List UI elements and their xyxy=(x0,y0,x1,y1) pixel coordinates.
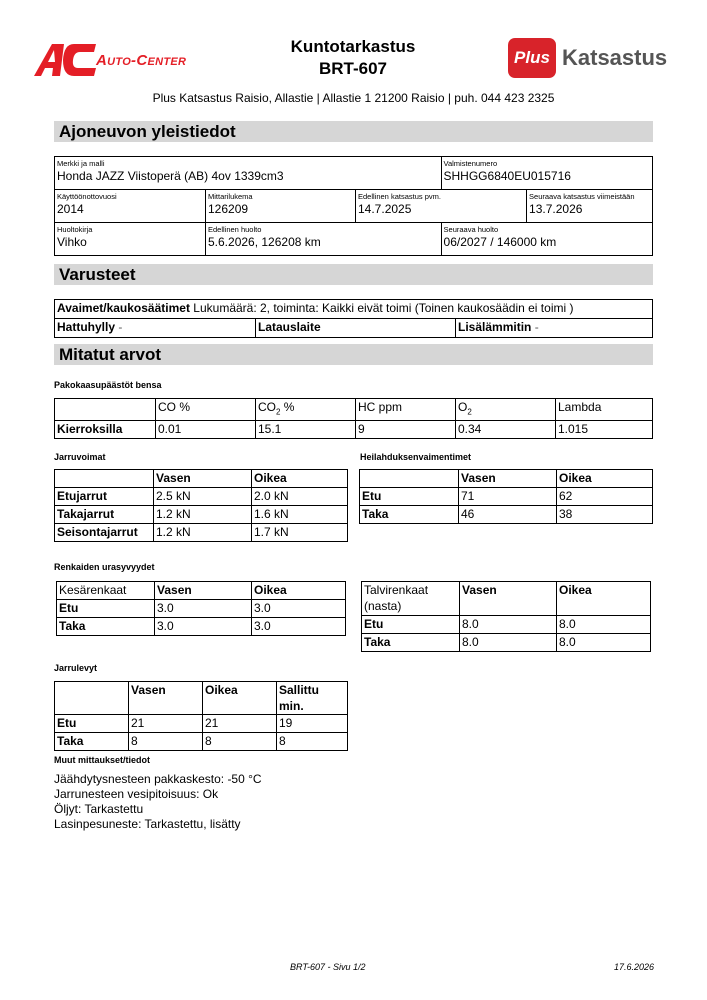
list-item: Jarrunesteen vesipitoisuus: Ok xyxy=(54,787,219,801)
co2-header: $CO_2$ % xyxy=(256,399,356,421)
o2-header: $O_2$ xyxy=(456,399,556,421)
table-row: Etu 3.0 3.0 xyxy=(57,600,346,618)
lambda-value: 1.015 xyxy=(556,421,653,439)
prev-inspection-cell: Edellinen katsastus pvm. 14.7.2025 xyxy=(356,190,527,223)
plus-katsastus-logo xyxy=(508,38,678,80)
service-book-cell: Huoltokirja Vihko xyxy=(55,223,206,256)
list-item: Jäähdytysnesteen pakkaskesto: -50 °C xyxy=(54,772,262,786)
dampers-title: Heilahduksenvaimentimet xyxy=(360,452,472,462)
address-line: Plus Katsastus Raisio, Allastie | Allastie 1 21200 Raisio | puh. 044 423 2325 xyxy=(152,91,555,105)
list-item: Öljyt: Tarkastettu xyxy=(54,802,144,816)
brakes-table: Vasen Oikea Etujarrut 2.5 kN 2.0 kN Takajarrut 1.2 kN 1.6 kN Seisontajarrut 1.2 kN 1.7 kN xyxy=(54,469,348,542)
hc-header: HC ppm xyxy=(356,399,456,421)
ac-logo-mark-icon xyxy=(34,42,100,78)
co-header: CO % xyxy=(156,399,256,421)
hat-shelf-cell: Hattuhylly - xyxy=(55,319,256,338)
document-title xyxy=(253,36,453,80)
table-row: Seisontajarrut 1.2 kN 1.7 kN xyxy=(55,524,348,542)
section-general-heading: Ajoneuvon yleistiedot xyxy=(54,121,653,142)
footer-date: 17.6.2026 xyxy=(614,962,655,972)
next-service-cell: Seuraava huolto 06/2027 / 146000 km xyxy=(441,223,652,256)
heater-cell: Lisälämmitin - xyxy=(456,319,653,338)
table-row: Taka 8.0 8.0 xyxy=(362,634,651,652)
make-cell: Merkki ja malli Honda JAZZ Viistoperä (AB) 4ov 1339cm3 xyxy=(55,157,442,190)
plus-badge: Plus xyxy=(508,38,556,78)
section-equipment-heading: Varusteet xyxy=(54,264,653,285)
emissions-title: Pakokaasupäästöt bensa xyxy=(54,380,162,390)
o2-value: 0.34 xyxy=(456,421,556,439)
co2-value: 15.1 xyxy=(256,421,356,439)
table-row: Taka 3.0 3.0 xyxy=(57,618,346,636)
prev-service-cell: Edellinen huolto 5.6.2026, 126208 km xyxy=(206,223,442,256)
discs-table: Vasen Oikea Sallittu min. Etu 21 21 19 Taka 8 8 8 xyxy=(54,681,348,751)
katsastus-logo-text: Katsastus xyxy=(562,45,668,70)
charger-cell: Latauslaite xyxy=(256,319,456,338)
other-title: Muut mittaukset/tiedot xyxy=(54,755,150,765)
first-reg-cell: Käyttöönottovuosi 2014 xyxy=(55,190,206,223)
odometer-cell: Mittarilukema 126209 xyxy=(206,190,356,223)
hc-value: 9 xyxy=(356,421,456,439)
discs-title: Jarrulevyt xyxy=(54,663,98,673)
plate-number: BRT-607 xyxy=(318,59,388,78)
vin-value: SHHGG6840EU015716 xyxy=(443,169,571,183)
table-row: Taka 8 8 8 xyxy=(55,733,348,751)
lambda-header: Lambda xyxy=(556,399,653,421)
next-inspection-cell: Seuraava katsastus viimeistään 13.7.2026 xyxy=(527,190,653,223)
co-value: 0.01 xyxy=(156,421,256,439)
title-text: Kuntotarkastus xyxy=(290,37,416,56)
footer-page: BRT-607 - Sivu 1/2 xyxy=(290,962,366,972)
winter-tyres-table: Talvirenkaat (nasta) Vasen Oikea Etu 8.0 8.0 Taka 8.0 8.0 xyxy=(361,581,651,652)
table-row: Takajarrut 1.2 kN 1.6 kN xyxy=(55,506,348,524)
tyres-title: Renkaiden urasyvyydet xyxy=(54,562,155,572)
make-value: Honda JAZZ Viistoperä (AB) 4ov 1339cm3 xyxy=(57,169,284,183)
auto-center-logo-text: Auto-Center xyxy=(96,52,187,69)
emissions-table: CO % $CO_2$ % HC ppm $O_2$ Lambda Kierroksilla 0.01 15.1 9 0.34 1.015 xyxy=(54,398,653,439)
table-row: Etujarrut 2.5 kN 2.0 kN xyxy=(55,488,348,506)
list-item: Lasinpesuneste: Tarkastettu, lisätty xyxy=(54,817,241,831)
table-row: Taka 46 38 xyxy=(360,506,653,524)
auto-center-logo xyxy=(34,42,209,78)
table-row: Etu 8.0 8.0 xyxy=(362,616,651,634)
table-row: Etu 21 21 19 xyxy=(55,715,348,733)
dampers-table: Vasen Oikea Etu 71 62 Taka 46 38 xyxy=(359,469,653,524)
general-info-table xyxy=(54,156,653,256)
keys-cell: Avaimet/kaukosäätimet Lukumäärä: 2, toiminta: Kaikki eivät toimi (Toinen kaukosäädin ei toimi ) xyxy=(55,300,653,319)
brakes-title: Jarruvoimat xyxy=(54,452,106,462)
other-measurements xyxy=(54,772,262,832)
section-measured-heading: Mitatut arvot xyxy=(54,344,653,365)
vin-cell: Valmistenumero SHHGG6840EU015716 xyxy=(441,157,652,190)
summer-tyres-table: Kesärenkaat Vasen Oikea Etu 3.0 3.0 Taka 3.0 3.0 xyxy=(56,581,346,636)
equipment-table xyxy=(54,299,653,338)
table-row: Etu 71 62 xyxy=(360,488,653,506)
